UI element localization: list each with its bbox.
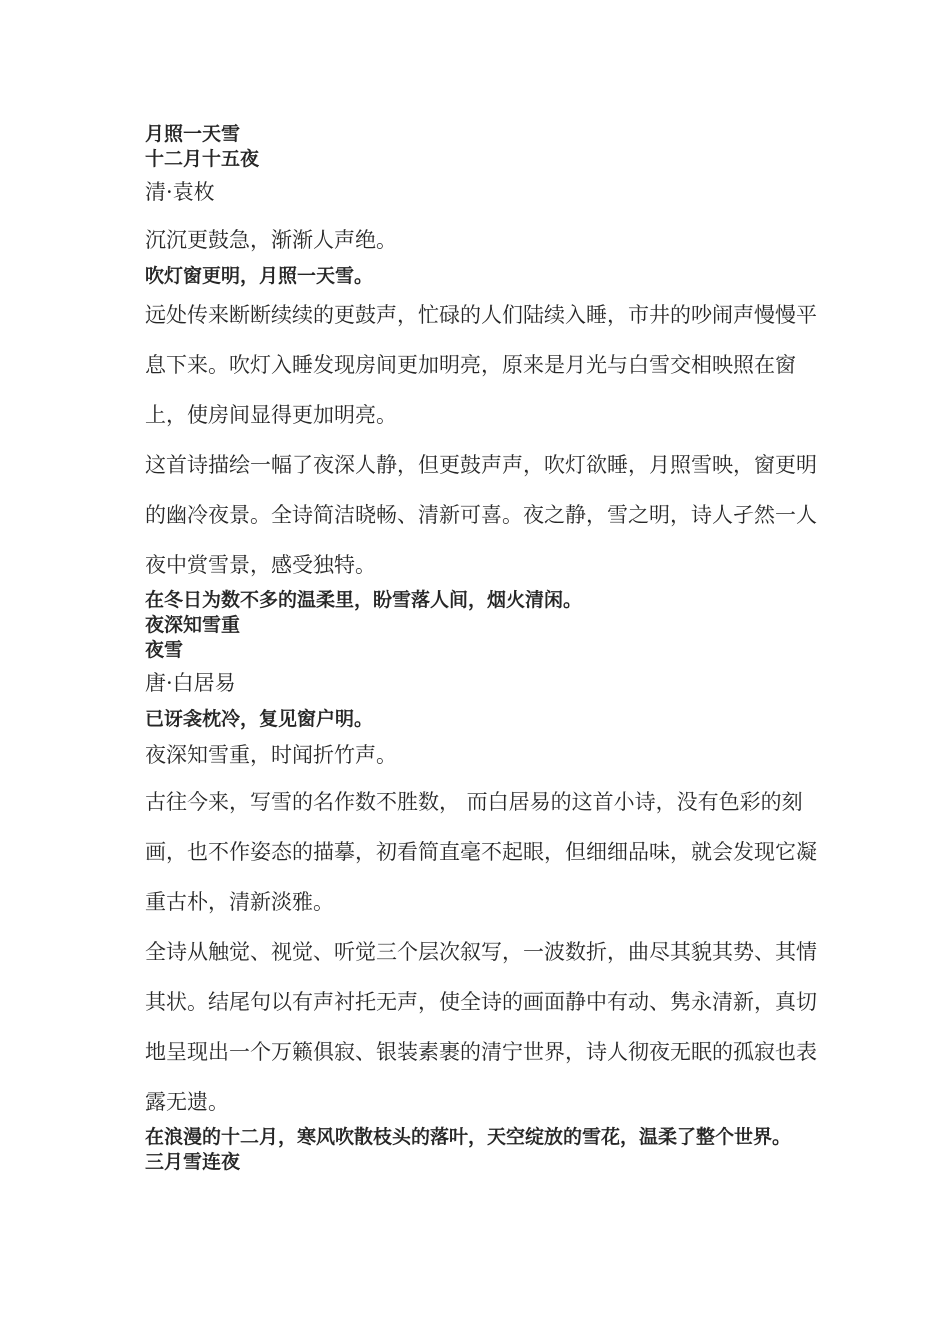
section-heading: 三月雪连夜 bbox=[145, 1151, 241, 1173]
poem-title: 十二月十五夜 bbox=[145, 148, 260, 170]
section-heading: 夜深知雪重 bbox=[145, 614, 241, 636]
poem-author: 唐·白居易 bbox=[145, 671, 236, 695]
poem-line: 夜深知雪重，时闻折竹声。 bbox=[145, 743, 397, 767]
poem-translation: 古往今来，写雪的名作数不胜数， 而白居易的这首小诗，没有色彩的刻画，也不作姿态的描摹，初看简直毫不起眼，但细细品味，就会发现它凝重古朴，清新淡雅。 bbox=[145, 790, 817, 914]
closing-remark: 在浪漫的十二月，寒风吹散枝头的落叶，天空绽放的雪花，温柔了整个世界。 bbox=[145, 1126, 792, 1148]
poem-title: 夜雪 bbox=[145, 639, 184, 661]
poem-line-bold: 吹灯窗更明，月照一天雪。 bbox=[145, 265, 374, 287]
closing-remark: 在冬日为数不多的温柔里，盼雪落人间，烟火清闲。 bbox=[145, 589, 583, 611]
section-heading: 月照一天雪 bbox=[145, 123, 241, 145]
poem-translation: 远处传来断断续续的更鼓声，忙碌的人们陆续入睡，市井的吵闹声慢慢平息下来。吹灯入睡发现房间更加明亮，原来是月光与白雪交相映照在窗上，使房间显得更加明亮。 bbox=[145, 303, 817, 427]
poem-line-bold: 已讶衾枕冷，复见窗户明。 bbox=[145, 708, 374, 730]
poem-appreciation: 这首诗描绘一幅了夜深人静，但更鼓声声，吹灯欲睡，月照雪映，窗更明的幽冷夜景。全诗简洁晓畅、清新可喜。夜之静，雪之明，诗人孑然一人夜中赏雪景，感受独特。 bbox=[145, 453, 817, 577]
poem-author: 清·袁枚 bbox=[145, 180, 215, 204]
poem-line: 沉沉更鼓急，渐渐人声绝。 bbox=[145, 228, 397, 252]
content-column bbox=[145, 122, 835, 1175]
poem-appreciation: 全诗从触觉、视觉、听觉三个层次叙写，一波数折，曲尽其貌其势、其情其状。结尾句以有声衬托无声，使全诗的画面静中有动、隽永清新，真切地呈现出一个万籁俱寂、银装素裹的清宁世界，诗人彻夜无眠的孤寂也表露无遗。 bbox=[145, 940, 817, 1114]
